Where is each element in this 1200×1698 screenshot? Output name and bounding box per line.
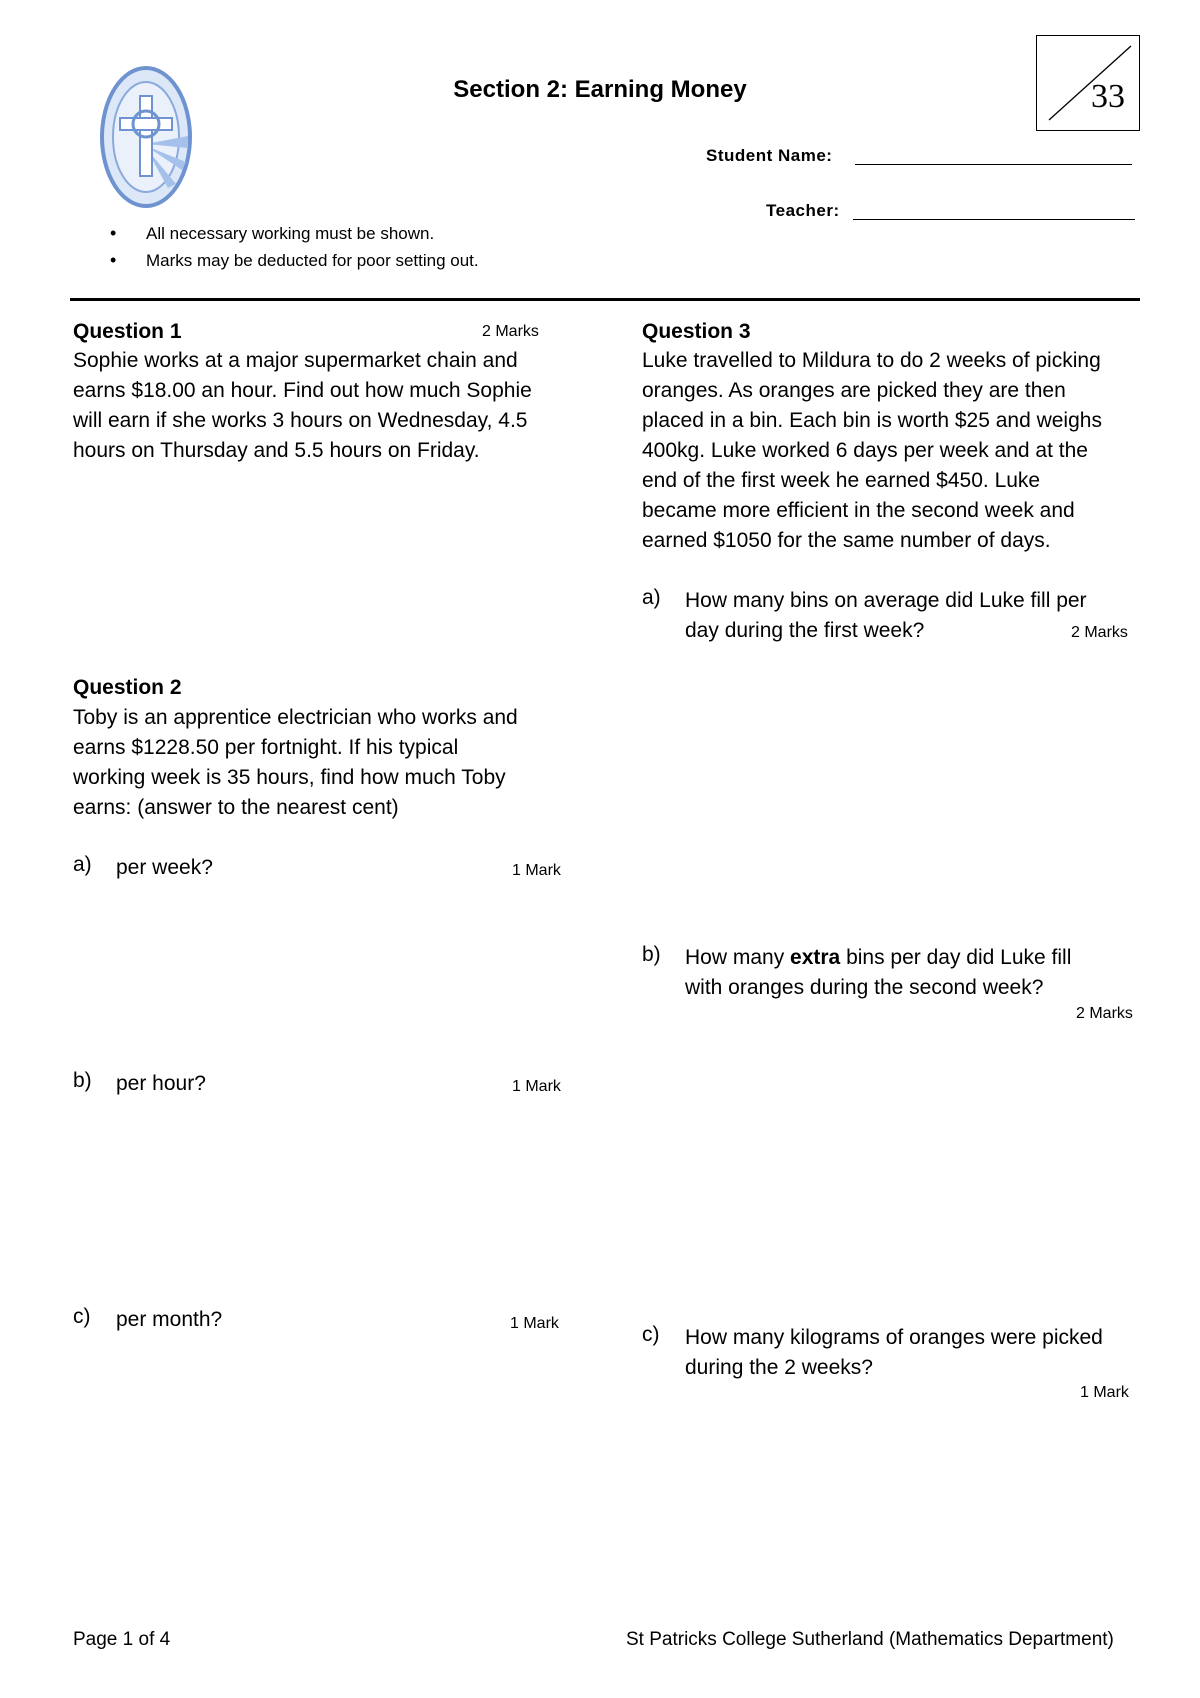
text-fragment: bins per day did Luke fill	[840, 946, 1072, 969]
question-1-marks: 2 Marks	[482, 323, 539, 340]
text-fragment: How many	[685, 946, 791, 969]
page-number: Page 1 of 4	[73, 1629, 171, 1650]
text-line: end of the first week he earned $450. Luke	[642, 469, 1041, 492]
header-divider	[70, 298, 1140, 301]
question-2b-letter: b)	[73, 1069, 92, 1092]
question-2b-text: per hour?	[116, 1072, 206, 1095]
text-line	[685, 943, 1145, 973]
text-line: earns $18.00 an hour. Find out how much Sophie	[73, 379, 532, 402]
student-name-label: Student Name:	[706, 146, 833, 165]
school-crest-logo	[100, 66, 192, 208]
text-line: How many kilograms of oranges were picked	[685, 1326, 1103, 1349]
question-2c-marks: 1 Mark	[510, 1315, 559, 1332]
teacher-label: Teacher:	[766, 201, 840, 220]
question-3c-letter: c)	[642, 1323, 660, 1346]
question-1-text	[73, 346, 593, 466]
text-line: will earn if she works 3 hours on Wednesday, 4.5	[73, 409, 528, 432]
question-2b-marks: 1 Mark	[512, 1078, 561, 1095]
question-2-heading: Question 2	[73, 676, 182, 699]
question-3a-letter: a)	[642, 586, 661, 609]
question-3-heading: Question 3	[642, 320, 751, 343]
emphasis-extra: extra	[790, 946, 841, 969]
text-line: hours on Thursday and 5.5 hours on Friday.	[73, 439, 480, 462]
page-title: Section 2: Earning Money	[453, 76, 747, 103]
question-3b-text	[685, 943, 1145, 1003]
question-3c-text	[685, 1323, 1145, 1383]
instruction-item: • All necessary working must be shown.	[110, 224, 479, 244]
question-3b-letter: b)	[642, 943, 661, 966]
text-line: became more efficient in the second week and	[642, 499, 1075, 522]
instructions-list	[110, 224, 479, 278]
text-line: earns $1228.50 per fortnight. If his typical	[73, 736, 459, 759]
footer-school: St Patricks College Sutherland (Mathematics Department)	[626, 1629, 1114, 1650]
text-line: Toby is an apprentice electrician who works and	[73, 706, 518, 729]
text-line: earns: (answer to the nearest cent)	[73, 796, 399, 819]
question-2a-text: per week?	[116, 856, 213, 879]
question-2a-marks: 1 Mark	[512, 862, 561, 879]
question-3b-marks: 2 Marks	[1076, 1005, 1133, 1022]
score-diagonal	[1037, 36, 1141, 132]
score-total: 33	[1091, 78, 1125, 115]
teacher-field[interactable]	[853, 219, 1135, 220]
question-2a-letter: a)	[73, 853, 92, 876]
text-line: during the 2 weeks?	[685, 1356, 873, 1379]
question-2c-text: per month?	[116, 1308, 223, 1331]
question-3a-marks: 2 Marks	[1071, 624, 1128, 641]
text-line: earned $1050 for the same number of days.	[642, 529, 1051, 552]
crest-icon	[100, 66, 192, 208]
text-line: day during the first week?	[685, 619, 925, 642]
text-line: oranges. As oranges are picked they are then	[642, 379, 1066, 402]
question-2c-letter: c)	[73, 1305, 91, 1328]
student-name-field[interactable]	[855, 164, 1132, 165]
question-3c-marks: 1 Mark	[1080, 1384, 1129, 1401]
question-1-heading: Question 1	[73, 320, 182, 343]
text-line: working week is 35 hours, find how much Toby	[73, 766, 506, 789]
text-line: Luke travelled to Mildura to do 2 weeks of picking	[642, 349, 1101, 372]
instruction-item: • Marks may be deducted for poor setting out.	[110, 251, 479, 271]
text-line: How many bins on average did Luke fill per	[685, 589, 1087, 612]
text-line: Sophie works at a major supermarket chain and	[73, 349, 518, 372]
text-line: 400kg. Luke worked 6 days per week and at the	[642, 439, 1088, 462]
question-3-text	[642, 346, 1162, 556]
question-2-text	[73, 703, 593, 823]
score-box	[1036, 35, 1140, 131]
text-line: placed in a bin. Each bin is worth $25 and weighs	[642, 409, 1102, 432]
text-line: with oranges during the second week?	[685, 976, 1044, 999]
